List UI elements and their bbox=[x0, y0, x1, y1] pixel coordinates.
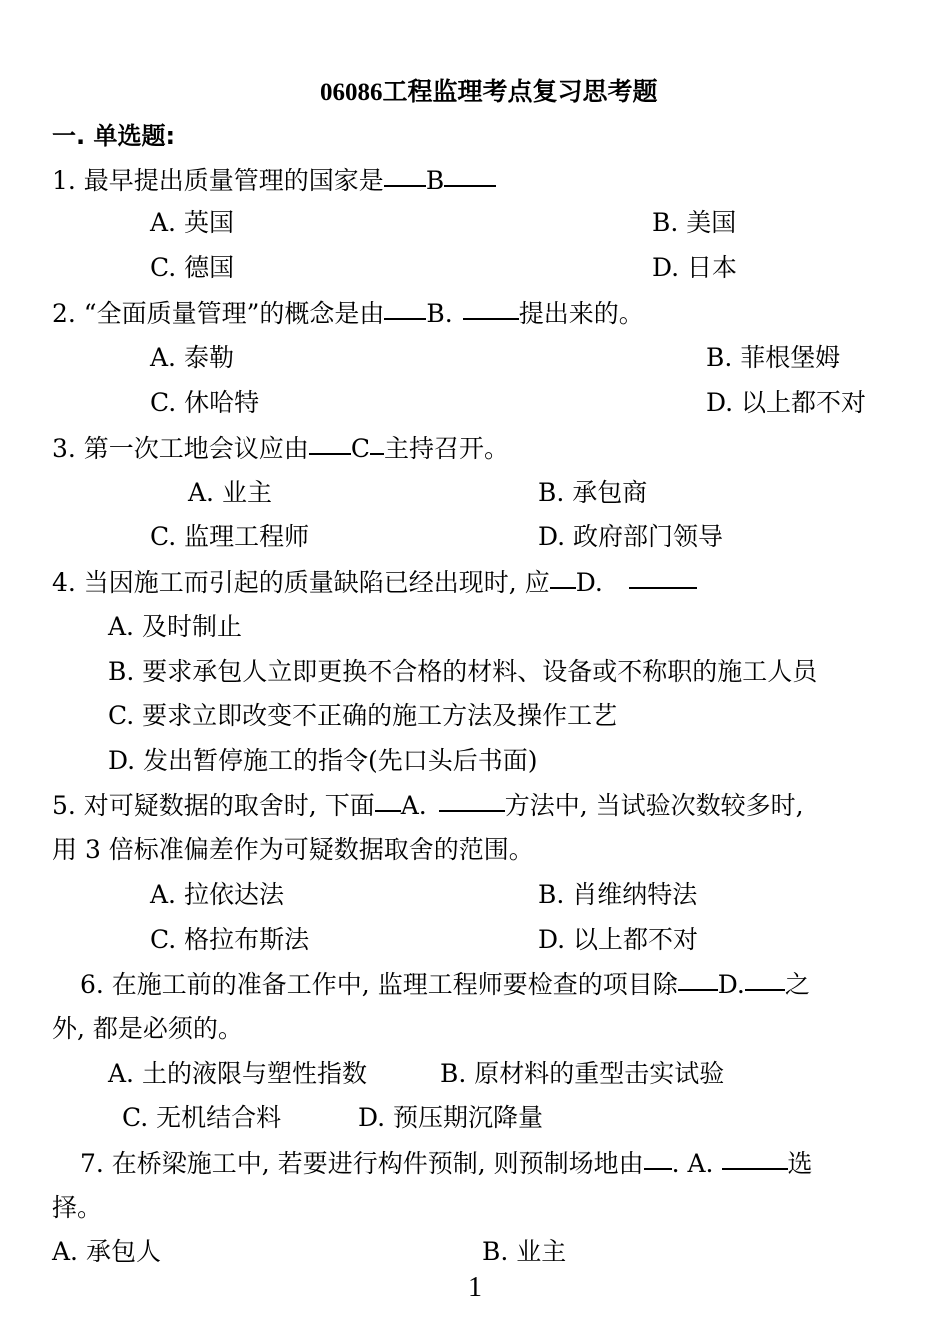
question-4-option-d: D. 发出暂停施工的指令(先口头后书面) bbox=[108, 746, 538, 775]
course-code: 06086 bbox=[320, 79, 383, 106]
answer-blank bbox=[439, 790, 505, 812]
question-5-option-c: C. 格拉布斯法 bbox=[150, 925, 310, 954]
answer-blank bbox=[678, 969, 718, 991]
question-3-stem bbox=[52, 433, 509, 464]
answer-blank bbox=[384, 298, 426, 320]
answer-text: D. bbox=[575, 568, 603, 597]
question-stem-text: 提出来的。 bbox=[518, 299, 644, 328]
question-6-option-d: D. 预压期沉降量 bbox=[358, 1103, 544, 1132]
answer-blank bbox=[384, 165, 426, 187]
answer-blank bbox=[370, 433, 384, 455]
question-1-option-a: A. 英国 bbox=[150, 208, 234, 237]
answer-blank bbox=[644, 1148, 672, 1170]
answer-text: C bbox=[350, 434, 370, 463]
question-2-option-c: C. 休哈特 bbox=[150, 388, 260, 417]
question-4-option-a: A. 及时制止 bbox=[108, 612, 242, 641]
answer-blank bbox=[444, 165, 496, 187]
question-stem-text: 方法中, 当试验次数较多时, bbox=[504, 791, 804, 820]
question-stem-text: 选 bbox=[787, 1149, 813, 1178]
question-3-option-c: C. 监理工程师 bbox=[150, 522, 310, 551]
answer-blank bbox=[375, 790, 401, 812]
question-6-option-b: B. 原材料的重型击实试验 bbox=[440, 1059, 725, 1088]
page-number: 1 bbox=[468, 1272, 482, 1303]
question-stem-text: 7. 在桥梁施工中, 若要进行构件预制, 则预制场地由 bbox=[80, 1149, 644, 1178]
question-stem-text: 4. 当因施工而引起的质量缺陷已经出现时, 应 bbox=[52, 568, 550, 597]
question-2-option-d: D. 以上都不对 bbox=[706, 388, 867, 417]
question-1-option-d: D. 日本 bbox=[652, 253, 738, 282]
question-stem-text: 2. “全面质量管理”的概念是由 bbox=[52, 299, 385, 328]
question-3-option-d: D. 政府部门领导 bbox=[538, 522, 724, 551]
question-3-option-a: A. 业主 bbox=[188, 478, 272, 507]
question-4-stem bbox=[52, 567, 697, 598]
answer-blank bbox=[550, 567, 576, 589]
question-5-option-b: B. 肖维纳特法 bbox=[538, 880, 698, 909]
question-6-option-c: C. 无机结合料 bbox=[122, 1103, 282, 1132]
question-2-option-b: B. 菲根堡姆 bbox=[706, 343, 841, 372]
question-1-option-c: C. 德国 bbox=[150, 253, 235, 282]
question-stem-text: 1. 最早提出质量管理的国家是 bbox=[52, 166, 384, 195]
question-1-option-b: B. 美国 bbox=[652, 208, 737, 237]
title-text: 工程监理考点复习思考题 bbox=[382, 77, 658, 106]
answer-blank bbox=[745, 969, 785, 991]
question-7-stem-line2: 择。 bbox=[52, 1193, 103, 1222]
question-7-stem bbox=[80, 1148, 813, 1179]
answer-blank bbox=[309, 433, 351, 455]
question-7-option-a: A. 承包人 bbox=[52, 1237, 161, 1266]
answer-blank bbox=[629, 567, 697, 589]
question-5-option-a: A. 拉依达法 bbox=[150, 880, 284, 909]
question-5-stem bbox=[52, 790, 804, 821]
question-4-option-b: B. 要求承包人立即更换不合格的材料、设备或不称职的施工人员 bbox=[108, 657, 818, 686]
answer-text: . A. bbox=[671, 1149, 714, 1178]
question-stem-text: 之 bbox=[784, 970, 810, 999]
question-7-option-b: B. 业主 bbox=[482, 1237, 567, 1266]
question-5-stem-line2: 用 3 倍标准偏差作为可疑数据取舍的范围。 bbox=[52, 835, 534, 864]
question-2-option-a: A. 泰勒 bbox=[150, 343, 234, 372]
question-4-option-c: C. 要求立即改变不正确的施工方法及操作工艺 bbox=[108, 701, 618, 730]
answer-text: B bbox=[425, 166, 445, 195]
question-2-stem bbox=[52, 298, 644, 329]
question-1-stem bbox=[52, 165, 496, 196]
question-6-stem-line2: 外, 都是必须的。 bbox=[52, 1014, 243, 1043]
question-stem-text: 6. 在施工前的准备工作中, 监理工程师要检查的项目除 bbox=[80, 970, 678, 999]
page-title bbox=[320, 72, 658, 108]
answer-text: D. bbox=[717, 970, 745, 999]
question-3-option-b: B. 承包商 bbox=[538, 478, 648, 507]
question-6-stem bbox=[80, 969, 810, 1000]
answer-text: A. bbox=[400, 791, 427, 820]
answer-blank bbox=[722, 1148, 788, 1170]
question-6-option-a: A. 土的液限与塑性指数 bbox=[108, 1059, 367, 1088]
answer-text: B. bbox=[426, 299, 453, 328]
answer-blank bbox=[463, 298, 519, 320]
question-stem-text: 5. 对可疑数据的取舍时, 下面 bbox=[52, 791, 375, 820]
question-stem-text: 3. 第一次工地会议应由 bbox=[52, 434, 309, 463]
question-5-option-d: D. 以上都不对 bbox=[538, 925, 699, 954]
section-heading: 一. 单选题: bbox=[52, 122, 176, 150]
question-stem-text: 主持召开。 bbox=[383, 434, 509, 463]
